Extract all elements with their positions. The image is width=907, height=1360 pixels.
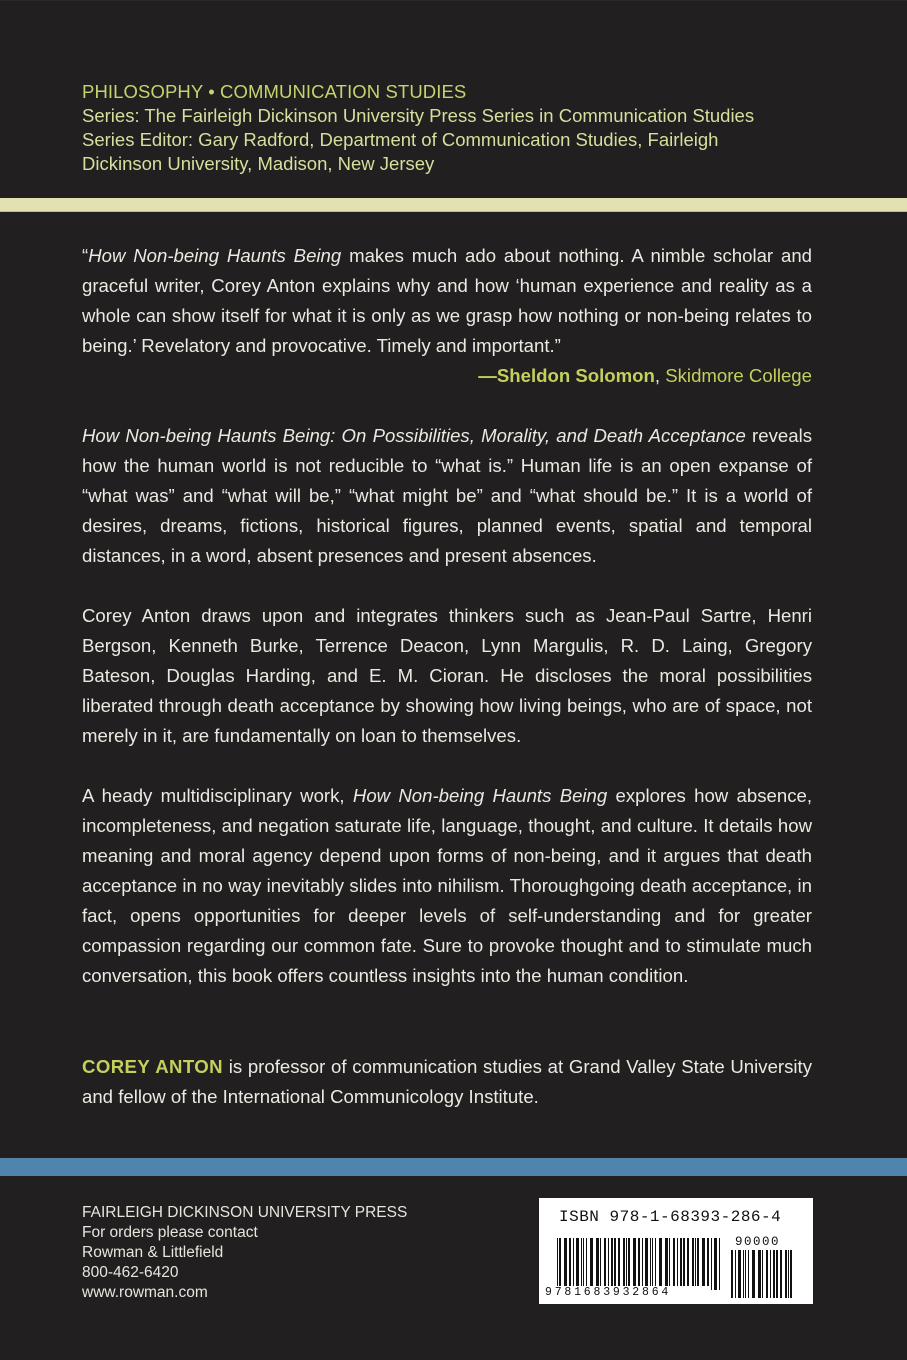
barcode-bar [564,1238,567,1290]
barcode-bar [714,1238,717,1290]
barcode-bar [766,1250,768,1298]
author-bio [82,1052,812,1112]
para1-text: reveals how the human world is not reducible to “what is.” Human life is an open expanse of “what was” and “what will be,” “what might be” and “what should be.” It is a world of desires, dreams, fictions, historical figures, planned events, spatial and temporal distances, in a word, absent presences and present absences. [82,425,813,566]
barcode-bar [711,1238,712,1290]
barcode-bar [608,1238,609,1290]
isbn-label: ISBN 978-1-68393-286-4 [559,1208,782,1226]
barcode-bar [581,1238,582,1290]
barcode-bar [773,1250,775,1298]
description-paragraph-2 [82,601,812,751]
barcode-bar [586,1238,587,1290]
quote-book-title: How Non-being Haunts Being [88,245,342,266]
barcode-bar [719,1238,720,1290]
barcode-bar [776,1250,778,1298]
barcode-bar [780,1250,782,1298]
barcode-bar [683,1238,685,1290]
barcode-bar [731,1250,733,1298]
series-line: Series: The Fairleigh Dickinson University Press Series in Communication Studies [82,105,755,126]
cover-header [82,80,797,176]
quote-attribution [82,361,812,391]
description-paragraph-1 [82,421,812,571]
barcode-bar [743,1250,744,1298]
barcode-bar [790,1250,792,1298]
publisher-name: FAIRLEIGH DICKINSON UNIVERSITY PRESS [82,1204,408,1221]
website: www.rowman.com [82,1284,208,1301]
barcode-bar [695,1238,696,1290]
quote-open-mark: “ [82,245,89,266]
barcode-bar [583,1238,584,1290]
barcode-bar [748,1250,749,1298]
publisher-block [82,1203,407,1303]
barcode-bar [642,1238,643,1290]
barcode-bar [638,1238,640,1290]
barcode-bar [604,1238,606,1290]
barcode-bar [611,1238,613,1290]
series-editor-line: Series Editor: Gary Radford, Department of Communication Studies, Fairleigh [82,129,719,150]
barcode-panel [539,1198,813,1304]
para3-body [82,781,812,991]
description-paragraph-3 [82,781,812,991]
attribution-separator: , [654,365,666,386]
barcode-bar [788,1250,789,1298]
author-name: COREY ANTON [82,1056,223,1077]
barcode-bar [618,1238,620,1290]
endorsement-quote [82,241,812,391]
bio-body [82,1052,812,1112]
barcode-bar [569,1238,571,1290]
barcode-bar [626,1238,627,1290]
blue-divider-band [0,1158,907,1176]
barcode-bar [576,1238,579,1290]
barcode-bar [659,1238,662,1290]
quote-text: makes much ado about nothing. A nimble scholar and graceful writer, Corey Anton explains why and how ‘human experience and reality as a whole can show itself for what it is only as we grasp how nothing or non-being relates to being.’ Revelatory and provocative. Timely and important.” [82,245,813,356]
ean-digits: 9781683932864 [545,1286,709,1299]
phone-number: 800-462-6420 [82,1264,179,1281]
barcode-bar [697,1238,699,1290]
barcode-bar [650,1238,651,1290]
barcode-bar [655,1238,656,1290]
barcode-bar [702,1238,705,1290]
barcode-bar [707,1238,709,1290]
barcode-bar [590,1238,593,1290]
para2-text: Corey Anton draws upon and integrates thinkers such as Jean-Paul Sartre, Henri Bergson, Kenneth Burke, Terrence Deacon, Lynn Margulis, R. D. Laing, Gregory Bateson, Douglas Harding, and E. M. Cioran. He discloses the moral possibilities liberated through death acceptance by showing how living beings, who are of space, not merely in it, are fundamentally on loan to themselves. [82,605,812,746]
barcode-bar [762,1250,763,1298]
barcode-bar [738,1250,741,1298]
barcode-bar [652,1238,653,1290]
subject-category: PHILOSOPHY • COMMUNICATION STUDIES [82,81,467,102]
barcode-bar [692,1238,694,1290]
bio-text: is professor of communication studies at Grand Valley State University and fellow of the International Communicology Institute. [82,1056,812,1107]
barcode-bar [669,1238,670,1290]
barcode-bar [735,1250,736,1298]
endorser-name: Sheldon Solomon [496,365,655,386]
endorser-institution: Skidmore College [665,365,812,386]
barcode-bar [596,1238,599,1290]
para3-book-title: How Non-being Haunts Being [352,785,608,806]
barcode-bar [785,1250,787,1298]
barcode-bar [623,1238,625,1290]
para1-body [82,421,812,571]
barcode-bar [752,1250,755,1298]
cream-divider-band [0,198,907,212]
barcode-bar [687,1238,689,1290]
barcode-bar [614,1238,616,1290]
orders-line: For orders please contact [82,1224,258,1241]
barcode-bar [758,1250,761,1298]
barcode-bar [745,1250,746,1298]
barcode-bar [645,1238,648,1290]
barcode-bar [680,1238,682,1290]
barcode-bar [573,1238,574,1290]
barcode-bar [559,1238,561,1290]
top-edge [0,0,907,1]
barcode-bar [628,1238,630,1290]
barcode-bar [665,1238,668,1290]
attribution-dash: — [478,365,497,386]
barcode-bar [633,1238,636,1290]
para3-lead: A heady multidisciplinary work, [82,785,353,806]
distributor-name: Rowman & Littlefield [82,1244,224,1261]
barcode-bar [770,1250,771,1298]
series-editor-affiliation: Dickinson University, Madison, New Jersey [82,153,435,174]
barcode-bar [557,1238,558,1290]
quote-body [82,241,812,361]
price-code: 90000 [735,1235,781,1249]
barcode-bar [677,1238,678,1290]
barcode-bar [673,1238,675,1290]
para3-text: explores how absence, incompleteness, and negation saturate life, language, thought, and culture. It details how meaning and moral agency depend upon forms of non-being, and it argues that death acceptance in no way inevitably slides into nihilism. Thoroughgoing death acceptance, in fact, opens opportunities for deeper levels of self-understanding and for greater compassion regarding our common fate. Sure to provoke thought and to stimulate much conversation, this book offers countless insights into the human condition. [82,785,812,986]
full-book-title: How Non-being Haunts Being: On Possibilities, Morality, and Death Acceptance [82,425,746,446]
barcode-bar [600,1238,601,1290]
